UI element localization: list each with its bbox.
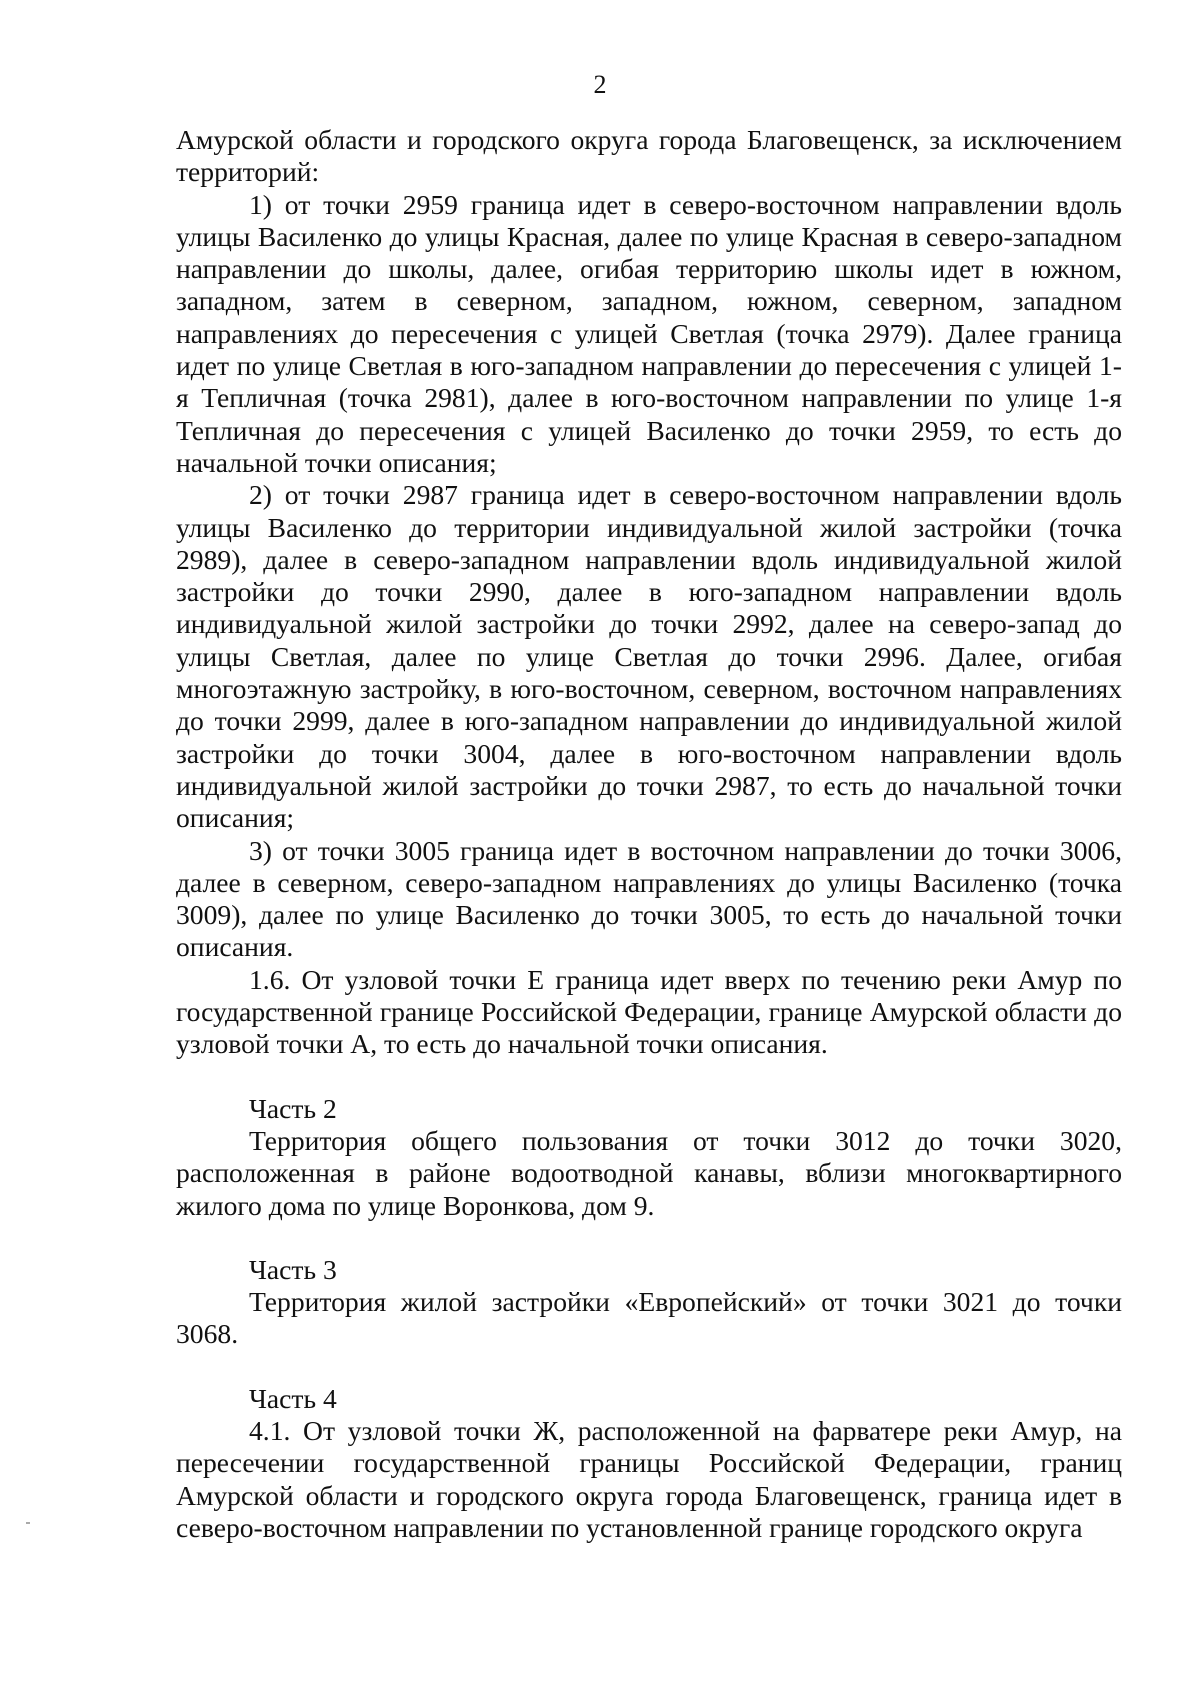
part-2-text: Территория общего пользования от точки 3012 до точки 3020, расположенная в районе водоотводной канавы, вблизи многоквартирного жилого дома по улице Воронкова, дом 9. <box>176 1124 1122 1221</box>
page-number: 2 <box>593 70 607 99</box>
section-spacer <box>176 1222 1122 1254</box>
part-3-text: Территория жилой застройки «Европейский» от точки 3021 до точки 3068. <box>176 1286 1122 1350</box>
part-3-heading: Часть 3 <box>249 1253 337 1285</box>
part-2-heading: Часть 2 <box>249 1092 337 1124</box>
paragraph-item-3: 3) от точки 3005 граница идет в восточном направлении до точки 3006, далее в северном, северо-западном направлениях до улицы Василенко (точка 3009), далее по улице Василенко до точки 3005, то есть до начальной точки описания. <box>176 834 1122 963</box>
section-spacer <box>176 1061 1122 1093</box>
scan-mark <box>26 1522 30 1524</box>
section-spacer <box>176 1351 1122 1383</box>
paragraph-intro: Амурской области и городского округа города Благовещенск, за исключением территорий: <box>176 124 1122 188</box>
part-4-text: 4.1. От узловой точки Ж, расположенной на фарватере реки Амур, на пересечении государственной границы Российской Федерации, границ Амурской области и городского округа города Благовещенск, граница идет в северо-восточном направлении по установленной границе городского округа <box>176 1414 1122 1543</box>
paragraph-1-6: 1.6. От узловой точки Е граница идет вверх по течению реки Амур по государственной границе Российской Федерации, границе Амурской области до узловой точки А, то есть до начальной точки описания. <box>176 963 1122 1060</box>
paragraph-item-1: 1) от точки 2959 граница идет в северо-восточном направлении вдоль улицы Василенко до улицы Красная, далее по улице Красная в северо-западном направлении до школы, далее, огибая территорию школы идет в южном, западном, затем в северном, западном, южном, северном, западном направлениях до пересечения с улицей Светлая (точка 2979). Далее граница идет по улице Светлая в юго-западном направлении до пересечения с улицей 1-я Тепличная (точка 2981), далее в юго-восточном направлении по улице 1-я Тепличная до пересечения с улицей Василенко до точки 2959, то есть до начальной точки описания; <box>176 188 1122 478</box>
part-4-heading: Часть 4 <box>249 1382 337 1414</box>
paragraph-item-2: 2) от точки 2987 граница идет в северо-восточном направлении вдоль улицы Василенко до территории индивидуальной жилой застройки (точка 2989), далее в северо-западном направлении вдоль индивидуальной жилой застройки до точки 2990, далее в юго-западном направлении вдоль индивидуальной жилой застройки до точки 2992, далее на северо-запад до улицы Светлая, далее по улице Светлая до точки 2996. Далее, огибая многоэтажную застройку, в юго-восточном, северном, восточном направлениях до точки 2999, далее в юго-западном направлении до индивидуальной жилой застройки до точки 3004, далее в юго-восточном направлении вдоль индивидуальной жилой застройки до точки 2987, то есть до начальной точки описания; <box>176 479 1122 834</box>
document-body <box>176 124 1122 1544</box>
